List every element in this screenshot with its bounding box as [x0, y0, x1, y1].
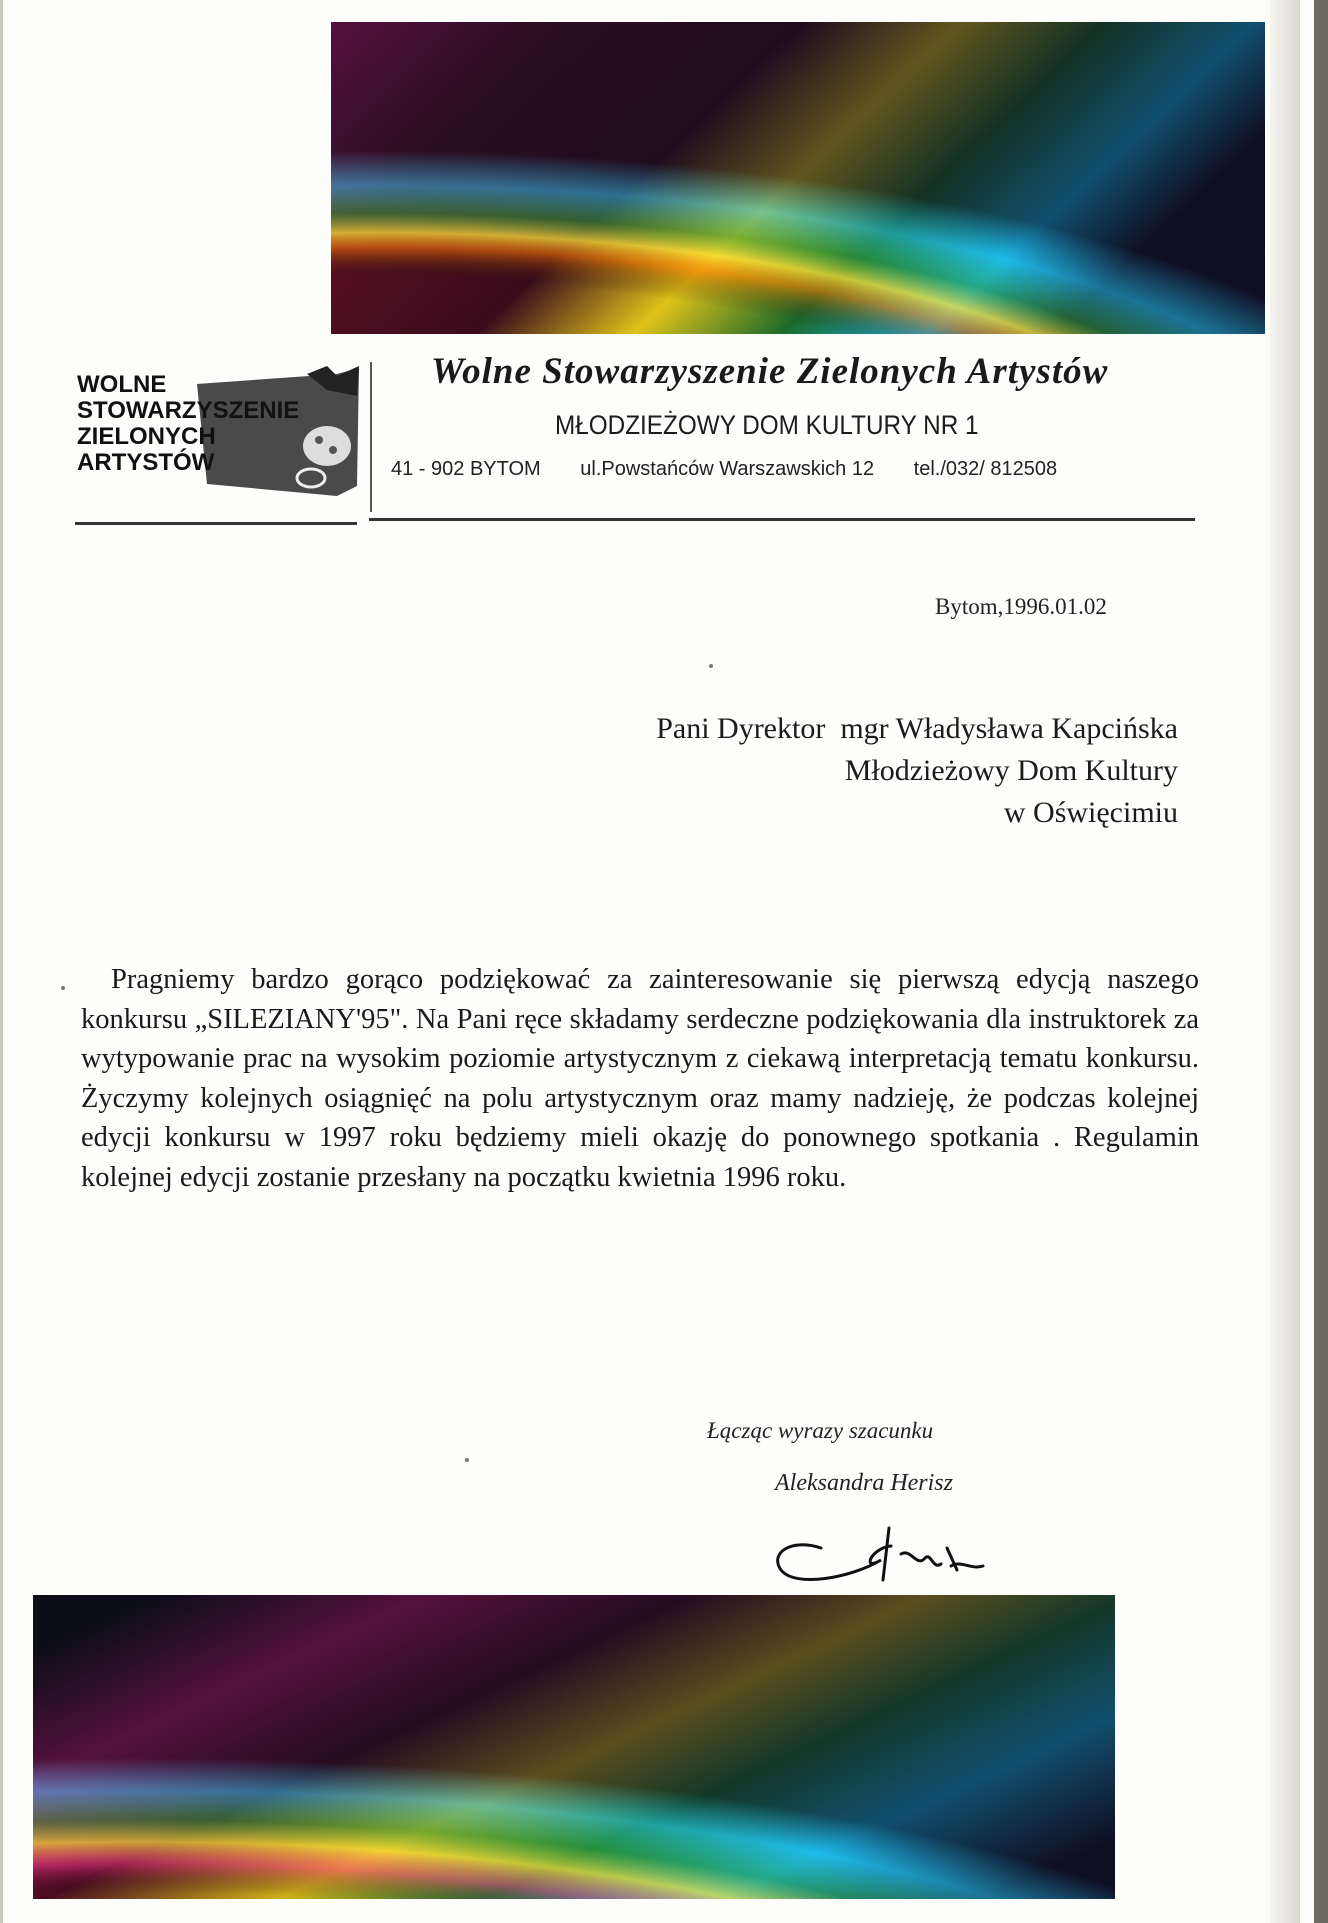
- logo-line-3: ZIELONYCH: [77, 423, 216, 450]
- paper-speck: [465, 1458, 469, 1462]
- logo-line-4: ARTYSTÓW: [77, 449, 215, 476]
- organization-logo: [75, 364, 357, 504]
- recipient-line-3: w Oświęcimiu: [1003, 796, 1178, 829]
- rainbow-banner-top: [331, 22, 1265, 334]
- logo-text: [77, 372, 299, 476]
- letterhead-divider: [370, 362, 372, 512]
- paper-speck: [61, 986, 65, 990]
- logo-line-1: WOLNE: [77, 371, 167, 398]
- letterhead-rule-left: [75, 522, 357, 525]
- recipient-line-2: Młodzieżowy Dom Kultury: [844, 754, 1178, 787]
- postal-city: 41 - 902 BYTOM: [391, 458, 541, 480]
- recipient-block: [656, 708, 1178, 834]
- letter-body: [81, 960, 1199, 1198]
- body-paragraph: Pragniemy bardzo gorąco podziękować za zainteresowanie się pierwszą edycją naszego konkursu „SILEZIANY'95". Na Pani ręce składamy serdeczne podziękowania dla instruktorek za wytypowanie prac na wysokim poziomie artystycznym z ciekawą interpretacją tematu konkursu. Życzymy kolejnych osiągnięć na polu artystycznym oraz mamy nadzieję, że podczas kolejnej edycji konkursu w 1997 roku będziemy mieli okazję do ponownego spotkania . Regulamin kolejnej edycji zostanie przesłany na początku kwietnia 1996 roku.: [81, 964, 1199, 1193]
- phone-number: tel./032/ 812508: [913, 458, 1058, 480]
- handwritten-signature: [761, 1508, 1011, 1588]
- letterhead-address: [391, 458, 1091, 481]
- rainbow-banner-bottom: [33, 1595, 1115, 1899]
- letter-date: Bytom,1996.01.02: [935, 594, 1107, 619]
- page-edge-shadow: [1270, 0, 1300, 1923]
- letterhead-rule-right: [369, 518, 1195, 521]
- closing-greeting: Łącząc wyrazy szacunku: [707, 1418, 934, 1443]
- signer-name: Aleksandra Herisz: [775, 1470, 953, 1496]
- institution-name: MŁODZIEŻOWY DOM KULTURY NR 1: [555, 410, 979, 440]
- recipient-line-1: Pani Dyrektor mgr Władysława Kapcińska: [656, 712, 1178, 745]
- logo-line-2: STOWARZYSZENIE: [77, 397, 300, 424]
- organization-name: Wolne Stowarzyszenie Zielonych Artystów: [431, 351, 1109, 392]
- paper-speck: [709, 664, 713, 668]
- street-address: ul.Powstańców Warszawskich 12: [580, 458, 875, 480]
